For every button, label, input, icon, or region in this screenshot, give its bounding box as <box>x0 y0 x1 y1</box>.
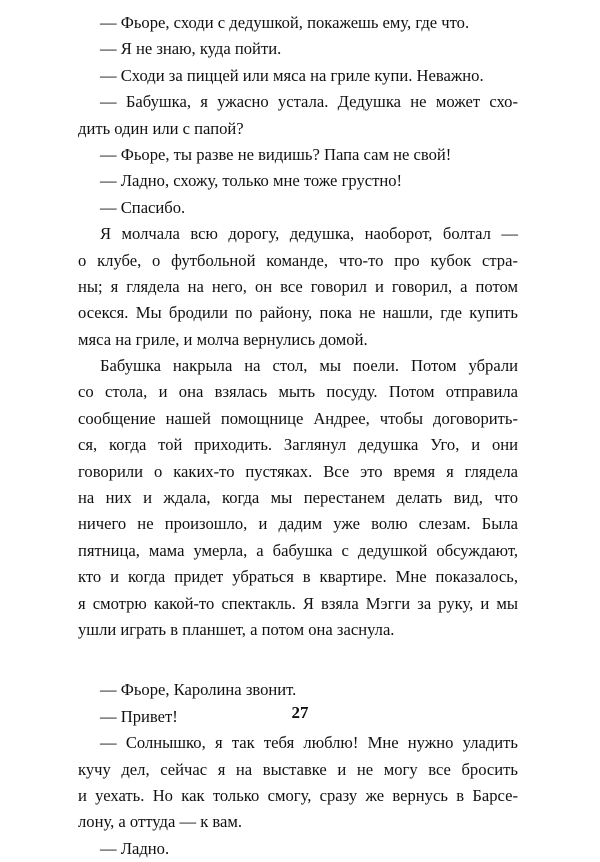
paragraph-line: пятница, мама умерла, а бабушка с дедушкой обсуждают, <box>78 540 518 560</box>
paragraph <box>78 730 518 836</box>
dialogue-line: — Сходи за пиццей или мяса на гриле купи. Неважно. <box>100 65 484 85</box>
paragraph <box>78 353 518 643</box>
dialogue-line: — Ладно, схожу, только мне тоже грустно! <box>100 171 403 191</box>
paragraph-line: мяса на гриле, и молча вернулись домой. <box>78 329 368 349</box>
paragraph-line: лону, а оттуда — к вам. <box>78 812 243 832</box>
dialogue-line: — Фьоре, Каролина звонит. <box>100 680 297 700</box>
paragraph-line: осекся. Мы бродили по району, пока не нашли, где купить <box>78 303 518 323</box>
dialogue-line: — Фьоре, ты разве не видишь? Папа сам не свой! <box>100 144 452 164</box>
paragraph-line: говорили о каких-то пустяках. Все это время я глядела <box>78 461 518 481</box>
paragraph-line: ничего не произошло, и дадим уже волю слезам. Была <box>78 514 518 534</box>
paragraph-line: Я молчала всю дорогу, дедушка, наоборот, болтал — <box>100 224 518 244</box>
paragraph-line: Бабушка накрыла на стол, мы поели. Потом убрали <box>100 356 518 376</box>
dialogue-line: — Спасибо. <box>100 197 186 217</box>
paragraph-line: ся, когда той приходить. Заглянул дедушка Уго, и они <box>78 435 518 455</box>
book-page-text <box>78 10 518 862</box>
dialogue-line: — Я не знаю, куда пойти. <box>100 39 282 59</box>
paragraph-line: и уехать. Но как только смогу, сразу же вернусь в Барсе- <box>78 785 518 805</box>
section-gap <box>78 643 518 677</box>
paragraph-line: на них и ждала, когда мы перестанем делать вид, что <box>78 488 518 508</box>
dialogue-line: — Привет! <box>100 706 178 726</box>
paragraph-line: со стола, и она взялась мыть посуду. Потом отправила <box>78 382 518 402</box>
paragraph-line: кто и когда придет убраться в квартире. Мне показалось, <box>78 567 518 587</box>
paragraph-line: сообщение нашей помощнице Андрее, чтобы договорить- <box>78 408 518 428</box>
paragraph-line: кучу дел, сейчас я на выставке и не могу все бросить <box>78 759 518 779</box>
dialogue-line: — Ладно. <box>100 838 170 858</box>
dialogue-line: дить один или с папой? <box>78 118 244 138</box>
page-number: 27 <box>291 703 309 722</box>
paragraph-line: о клубе, о футбольной команде, что-то про кубок стра- <box>78 250 518 270</box>
paragraph-line: ны; я глядела на него, он все говорил и говорил, а потом <box>78 276 518 296</box>
paragraph-line: я смотрю какой-то спектакль. Я взяла Мэгги за руку, и мы <box>78 593 518 613</box>
dialogue-line: — Фьоре, сходи с дедушкой, покажешь ему, где что. <box>100 13 470 32</box>
dialogue-line: — Бабушка, я ужасно устала. Дедушка не может схо- <box>100 92 518 112</box>
paragraph <box>78 221 518 353</box>
paragraph-line: — Солнышко, я так тебя люблю! Мне нужно уладить <box>100 733 518 753</box>
paragraph-line: ушли играть в планшет, а потом она заснула. <box>78 619 395 639</box>
